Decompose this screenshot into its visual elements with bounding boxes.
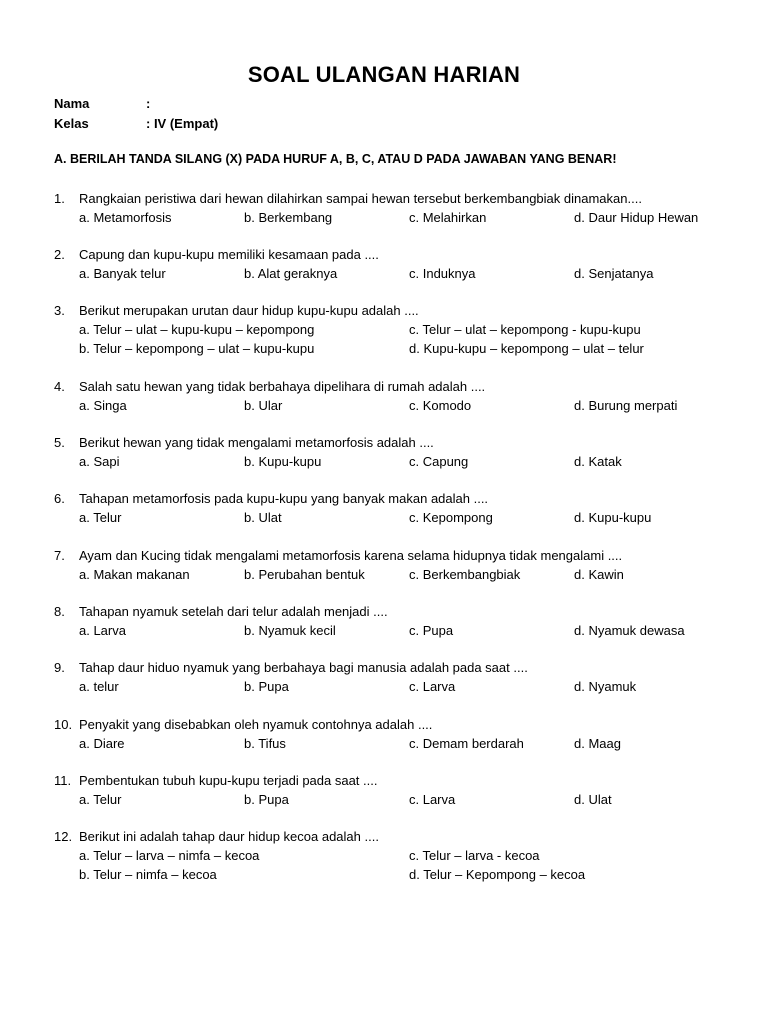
question-text: Berikut merupakan urutan daur hidup kupu-kupu adalah .... — [79, 303, 419, 318]
option-d: d. Kupu-kupu — [574, 510, 652, 525]
section-instruction: A. BERILAH TANDA SILANG (X) PADA HURUF A, B, C, ATAU D PADA JAWABAN YANG BENAR! — [54, 152, 617, 166]
question-number: 9. — [54, 660, 65, 675]
option-a: a. Makan makanan — [79, 567, 190, 582]
question-number: 1. — [54, 191, 65, 206]
option-a: a. Telur — [79, 510, 122, 525]
question-text: Penyakit yang disebabkan oleh nyamuk contohnya adalah .... — [79, 717, 433, 732]
option-b: b. Pupa — [244, 679, 289, 694]
question-number: 11. — [54, 773, 72, 788]
option-b: b. Tifus — [244, 736, 286, 751]
question-7 — [54, 546, 734, 584]
question-number: 12. — [54, 829, 73, 844]
option-a: a. Telur – larva – nimfa – kecoa — [79, 848, 260, 863]
option-d: d. Daur Hidup Hewan — [574, 210, 699, 225]
question-text: Tahap daur hiduo nyamuk yang berbahaya bagi manusia adalah pada saat .... — [79, 660, 528, 675]
question-text: Tahapan metamorfosis pada kupu-kupu yang banyak makan adalah .... — [79, 491, 489, 506]
question-text: Ayam dan Kucing tidak mengalami metamorfosis karena selama hidupnya tidak mengalami .... — [79, 548, 623, 563]
option-d: d. Nyamuk dewasa — [574, 623, 685, 638]
option-a: a. Banyak telur — [79, 266, 166, 281]
option-d: d. Burung merpati — [574, 398, 678, 413]
option-b: b. Berkembang — [244, 210, 333, 225]
option-d: d. Maag — [574, 736, 621, 751]
option-c: c. Berkembangbiak — [409, 567, 521, 582]
question-8 — [54, 602, 734, 640]
option-b: b. Alat geraknya — [244, 266, 338, 281]
question-4 — [54, 377, 734, 415]
question-11 — [54, 771, 734, 809]
question-text: Rangkaian peristiwa dari hewan dilahirkan sampai hewan tersebut berkembangbiak dinamakan.... — [79, 191, 642, 206]
question-number: 7. — [54, 548, 65, 563]
question-text: Berikut hewan yang tidak mengalami metamorfosis adalah .... — [79, 435, 434, 450]
option-c: c. Melahirkan — [409, 210, 487, 225]
meta-row-nama — [54, 96, 150, 111]
option-a: a. Diare — [79, 736, 125, 751]
question-2 — [54, 245, 734, 283]
question-text: Salah satu hewan yang tidak berbahaya dipelihara di rumah adalah .... — [79, 379, 486, 394]
option-a: a. Sapi — [79, 454, 120, 469]
question-12 — [54, 827, 734, 884]
question-1 — [54, 189, 734, 227]
question-number: 5. — [54, 435, 65, 450]
question-text: Pembentukan tubuh kupu-kupu terjadi pada saat .... — [79, 773, 378, 788]
option-d: d. Nyamuk — [574, 679, 637, 694]
option-d: d. Ulat — [574, 792, 612, 807]
option-d: d. Telur – Kepompong – kecoa — [409, 867, 586, 882]
question-9 — [54, 658, 734, 696]
option-d: d. Senjatanya — [574, 266, 654, 281]
document-title: SOAL ULANGAN HARIAN — [247, 62, 521, 87]
meta-row-kelas — [54, 116, 218, 131]
question-5 — [54, 433, 734, 471]
option-c: c. Induknya — [409, 266, 476, 281]
option-c: c. Telur – ulat – kepompong - kupu-kupu — [409, 322, 641, 337]
option-b: b. Pupa — [244, 792, 289, 807]
option-c: c. Larva — [409, 679, 456, 694]
question-text: Tahapan nyamuk setelah dari telur adalah menjadi .... — [79, 604, 388, 619]
option-c: c. Demam berdarah — [409, 736, 524, 751]
question-text: Berikut ini adalah tahap daur hidup kecoa adalah .... — [79, 829, 379, 844]
option-c: c. Capung — [409, 454, 469, 469]
question-6 — [54, 489, 734, 527]
question-number: 10. — [54, 717, 73, 732]
option-b: b. Telur – kepompong – ulat – kupu-kupu — [79, 341, 315, 356]
option-a: a. Larva — [79, 623, 126, 638]
question-number: 4. — [54, 379, 65, 394]
option-b: b. Kupu-kupu — [244, 454, 322, 469]
question-number: 2. — [54, 247, 65, 262]
option-d: d. Kawin — [574, 567, 624, 582]
option-a: a. telur — [79, 679, 119, 694]
option-a: a. Metamorfosis — [79, 210, 172, 225]
option-c: c. Larva — [409, 792, 456, 807]
option-c: c. Pupa — [409, 623, 454, 638]
option-a: a. Telur — [79, 792, 122, 807]
question-number: 8. — [54, 604, 65, 619]
option-b: b. Nyamuk kecil — [244, 623, 336, 638]
option-b: b. Ular — [244, 398, 283, 413]
option-c: c. Komodo — [409, 398, 472, 413]
meta-label: Nama — [54, 96, 90, 111]
option-a: a. Telur – ulat – kupu-kupu – kepompong — [79, 322, 315, 337]
meta-value: : IV (Empat) — [146, 116, 219, 131]
option-a: a. Singa — [79, 398, 127, 413]
option-b: b. Telur – nimfa – kecoa — [79, 867, 217, 882]
option-b: b. Perubahan bentuk — [244, 567, 365, 582]
option-d: d. Katak — [574, 454, 622, 469]
meta-label: Kelas — [54, 116, 89, 131]
question-10 — [54, 715, 734, 753]
option-b: b. Ulat — [244, 510, 282, 525]
question-number: 6. — [54, 491, 65, 506]
option-c: c. Telur – larva - kecoa — [409, 848, 540, 863]
question-3 — [54, 301, 734, 358]
question-text: Capung dan kupu-kupu memiliki kesamaan pada .... — [79, 247, 379, 262]
meta-value: : — [146, 96, 151, 111]
option-c: c. Kepompong — [409, 510, 493, 525]
question-number: 3. — [54, 303, 65, 318]
option-d: d. Kupu-kupu – kepompong – ulat – telur — [409, 341, 644, 356]
